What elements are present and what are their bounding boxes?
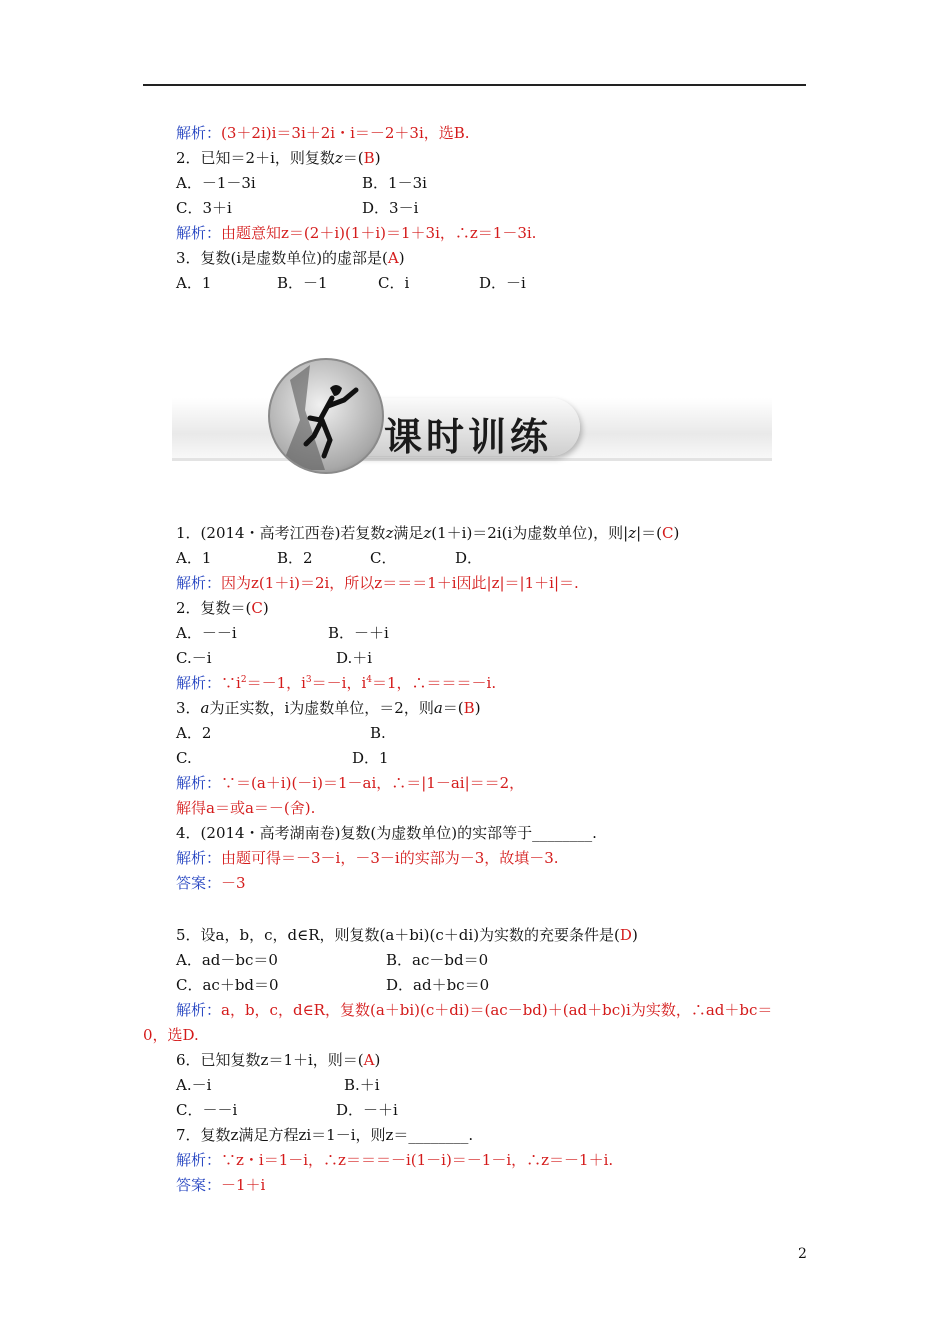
e1-option-a: A．1 bbox=[176, 549, 212, 567]
e6-option-b: B.＋i bbox=[344, 1076, 380, 1094]
q2-option-a: A．－1－3i bbox=[176, 174, 256, 192]
e1-stem: 1．(2014・高考江西卷)若复数z满足z(1＋i)＝2i(i为虚数单位)，则|z|＝(C) bbox=[176, 524, 680, 542]
q2-option-c: C．3＋i bbox=[176, 199, 232, 217]
e3-option-d: D．1 bbox=[352, 749, 389, 767]
header-rule bbox=[143, 84, 806, 86]
e4-stem: 4．(2014・高考湖南卷)复数(为虚数单位)的实部等于________. bbox=[176, 824, 597, 842]
q1-analysis: 解析：(3＋2i)i＝3i＋2i・i＝－2＋3i，选B. bbox=[176, 124, 470, 142]
e4-answer: 答案：－3 bbox=[176, 874, 246, 892]
q3-stem: 3．复数(i是虚数单位)的虚部是(A) bbox=[176, 249, 405, 267]
q3-option-d: D．－i bbox=[479, 274, 526, 292]
e5-analysis: 解析：a，b，c，d∈R，复数(a＋bi)(c＋di)＝(ac－bd)＋(ad＋bc)i为实数，∴ad＋bc＝ bbox=[176, 1001, 773, 1019]
e6-option-d: D．－＋i bbox=[336, 1101, 398, 1119]
e1-option-b: B．2 bbox=[277, 549, 313, 567]
e3-option-c: C. bbox=[176, 749, 192, 767]
banner-title: 课时训练 bbox=[384, 415, 553, 459]
e5-option-b: B．ac－bd＝0 bbox=[386, 951, 489, 969]
q2-analysis: 解析：由题意知z＝(2＋i)(1＋i)＝1＋3i，∴z＝1－3i. bbox=[176, 224, 537, 242]
e5-option-c: C．ac＋bd＝0 bbox=[176, 976, 279, 994]
e3-stem: 3．a为正实数，i为虚数单位，＝2，则a＝(B) bbox=[176, 699, 481, 717]
climber-icon bbox=[270, 360, 382, 472]
e2-stem: 2．复数＝(C) bbox=[176, 599, 269, 617]
q2-stem: 2．已知＝2＋i，则复数z＝(B) bbox=[176, 149, 381, 167]
e7-answer: 答案：－1＋i bbox=[176, 1176, 266, 1194]
e6-option-a: A.－i bbox=[176, 1076, 212, 1094]
q3-option-a: A．1 bbox=[176, 274, 212, 292]
e1-option-d: D． bbox=[455, 549, 483, 567]
e2-analysis: 解析：$\because i^2=-1$，$i^3=-i$，$i^4=1$，∴＝＝＝－i. bbox=[176, 674, 497, 692]
e3-analysis: 解析：∵＝(a＋i)(－i)＝1－ai，∴＝|1－ai|＝＝2， bbox=[176, 774, 525, 792]
e7-analysis: 解析：∵z・i＝1－i，∴z＝＝＝－i(1－i)＝－1－i，∴z＝－1＋i. bbox=[176, 1151, 614, 1169]
e2-option-b: B．－＋i bbox=[328, 624, 389, 642]
q3-option-c: C．i bbox=[378, 274, 410, 292]
e3-option-a: A．2 bbox=[176, 724, 212, 742]
q2-option-d: D．3－i bbox=[362, 199, 419, 217]
e2-option-a: A．－－i bbox=[176, 624, 237, 642]
e5-option-d: D．ad＋bc＝0 bbox=[386, 976, 490, 994]
e7-stem: 7．复数z满足方程zi＝1－i，则z＝________. bbox=[176, 1126, 474, 1144]
e3-option-b: B. bbox=[370, 724, 386, 742]
section-banner bbox=[172, 356, 778, 468]
page-number: 2 bbox=[798, 1246, 807, 1262]
e2-option-d: D.＋i bbox=[336, 649, 373, 667]
e5-analysis-cont: 0，选D. bbox=[143, 1026, 199, 1044]
climber-illustration bbox=[268, 358, 384, 474]
e5-stem: 5．设a，b，c，d∈R，则复数(a＋bi)(c＋di)为实数的充要条件是(D) bbox=[176, 926, 638, 944]
e2-option-c: C.－i bbox=[176, 649, 212, 667]
e6-option-c: C．－－i bbox=[176, 1101, 238, 1119]
e6-stem: 6．已知复数z＝1＋i，则＝(A) bbox=[176, 1051, 381, 1069]
e1-analysis: 解析：因为z(1＋i)＝2i，所以z＝＝＝1＋i因此|z|＝|1＋i|＝. bbox=[176, 574, 579, 592]
e5-option-a: A．ad－bc＝0 bbox=[176, 951, 278, 969]
e3-analysis-cont: 解得a＝或a＝－(舍). bbox=[176, 799, 316, 817]
q2-option-b: B．1－3i bbox=[362, 174, 427, 192]
q3-option-b: B．－1 bbox=[277, 274, 328, 292]
e4-analysis: 解析：由题可得＝－3－i，－3－i的实部为－3，故填－3. bbox=[176, 849, 559, 867]
e1-option-c: C． bbox=[370, 549, 397, 567]
